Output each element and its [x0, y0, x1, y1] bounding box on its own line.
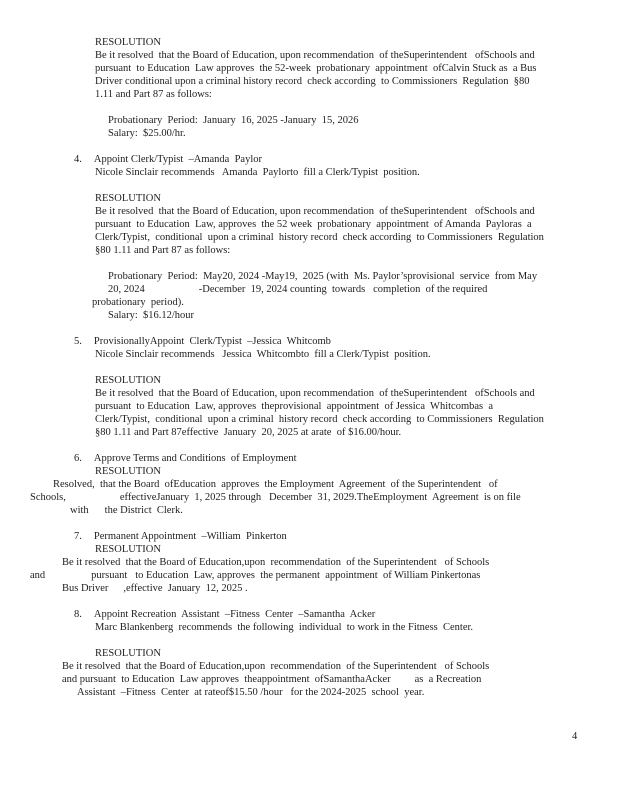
paragraph-fragment: Schools,: [30, 492, 66, 503]
paragraph-line: Be it resolved that the Board of Education,upon recommendation of the Superintendent of Schools: [62, 661, 490, 672]
paragraph-fragment: and pursuant to Education Law approves theappointment ofSamanthaAcker: [62, 674, 391, 685]
list-item-8: [0, 608, 618, 621]
paragraph-fragment: ,effective January 12, 2025 .: [123, 583, 248, 594]
spacer: [0, 322, 618, 335]
list-item-6: [0, 452, 618, 465]
paragraph-fragment: the District Clerk.: [104, 505, 183, 516]
list-item-title: ProvisionallyAppoint Clerk/Typist –Jessica Whitcomb: [93, 336, 331, 347]
resolution-heading: RESOLUTION: [95, 375, 161, 386]
paragraph-fragment: -December 19, 2024 counting towards completion of the required: [198, 284, 488, 295]
paragraph-fragment: as a Recreation: [414, 674, 482, 685]
paragraph-line: §80 1.11 and Part 87 as follows:: [95, 245, 231, 256]
paragraph-line: Clerk/Typist, conditional upon a criminal history record check according to Commissioners Regulation: [95, 414, 544, 425]
spacer: [0, 517, 618, 530]
spacer: [0, 140, 618, 153]
resolution-heading: RESOLUTION: [95, 193, 161, 204]
paragraph-line: [0, 673, 618, 686]
paragraph-fragment: pursuant to Education Law, approves the permanent appointment of William Pinkertonas: [91, 570, 481, 581]
paragraph-line: [0, 491, 618, 504]
paragraph-line: 1.11 and Part 87 as follows:: [95, 89, 212, 100]
list-item-number: 4.: [74, 154, 82, 165]
resolution-heading: RESOLUTION: [95, 37, 161, 48]
paragraph-line: Resolved, that the Board ofEducation approves the Employment Agreement of the Superintendent of: [53, 479, 498, 490]
probationary-period-line: Probationary Period: January 16, 2025 -January 15, 2026: [108, 115, 359, 126]
list-item-4: [0, 153, 618, 166]
list-item-number: 8.: [74, 609, 82, 620]
list-item-number: 7.: [74, 531, 82, 542]
resolution-heading: RESOLUTION: [95, 648, 161, 659]
paragraph-line: Be it resolved that the Board of Education, upon recommendation of theSuperintendent ofSchools and: [95, 50, 535, 61]
probationary-period-line: Probationary Period: May20, 2024 -May19, 2025 (with Ms. Paylor’sprovisional service from May: [108, 271, 538, 282]
paragraph-line: Nicole Sinclair recommends Amanda Paylorto fill a Clerk/Typist position.: [95, 167, 420, 178]
paragraph-line: pursuant to Education Law approves the 52-week probationary appointment ofCalvin Stuck as a Bus: [95, 63, 537, 74]
paragraph-line: Clerk/Typist, conditional upon a criminal history record check according to Commissioners Regulation: [95, 232, 544, 243]
paragraph-line: [0, 569, 618, 582]
salary-line: Salary: $25.00/hr.: [108, 128, 186, 139]
paragraph-line: Driver conditional upon a criminal history record check according to Commissioners Regulation §80: [95, 76, 530, 87]
paragraph-fragment: and: [30, 570, 46, 581]
paragraph-fragment: Bus Driver: [62, 583, 109, 594]
page-number: 4: [572, 731, 578, 742]
spacer: [0, 101, 618, 114]
list-item-number: 5.: [74, 336, 82, 347]
paragraph-line: §80 1.11 and Part 87effective January 20, 2025 at arate of $16.00/hour.: [95, 427, 402, 438]
probationary-period-line: probationary period).: [92, 297, 184, 308]
paragraph-line: pursuant to Education Law, approves theprovisional appointment of Jessica Whitcombas a: [95, 401, 494, 412]
paragraph-line: Be it resolved that the Board of Education,upon recommendation of the Superintendent of Schools: [62, 557, 490, 568]
list-item-title: Approve Terms and Conditions of Employment: [93, 453, 297, 464]
paragraph-line: Be it resolved that the Board of Education, upon recommendation of theSuperintendent ofSchools and: [95, 206, 535, 217]
paragraph-line: Assistant –Fitness Center at rateof$15.50 /hour for the 2024-2025 school year.: [77, 687, 425, 698]
spacer: [0, 179, 618, 192]
spacer: [0, 361, 618, 374]
probationary-period-line: [0, 283, 618, 296]
resolution-heading: RESOLUTION: [95, 544, 161, 555]
list-item-title: Appoint Recreation Assistant –Fitness Center –Samantha Acker: [93, 609, 376, 620]
paragraph-line: Nicole Sinclair recommends Jessica Whitcombto fill a Clerk/Typist position.: [95, 349, 431, 360]
spacer: [0, 257, 618, 270]
list-item-number: 6.: [74, 453, 82, 464]
paragraph-fragment: 20, 2024: [108, 284, 145, 295]
paragraph-line: Marc Blankenberg recommends the following individual to work in the Fitness Center.: [95, 622, 474, 633]
resolution-heading: RESOLUTION: [95, 466, 161, 477]
paragraph-line: [0, 504, 618, 517]
list-item-title: Permanent Appointment –William Pinkerton: [93, 531, 287, 542]
paragraph-line: pursuant to Education Law, approves the 52 week probationary appointment of Amanda Payloras a: [95, 219, 532, 230]
spacer: [0, 595, 618, 608]
list-item-title: Appoint Clerk/Typist –Amanda Paylor: [93, 154, 262, 165]
paragraph-fragment: effectiveJanuary 1, 2025 through December 31, 2029.TheEmployment Agreement is on file: [119, 492, 521, 503]
salary-line: Salary: $16.12/hour: [108, 310, 195, 321]
paragraph-fragment: with: [70, 505, 89, 516]
list-item-7: [0, 530, 618, 543]
paragraph-line: [0, 582, 618, 595]
list-item-5: [0, 335, 618, 348]
spacer: [0, 439, 618, 452]
paragraph-line: Be it resolved that the Board of Education, upon recommendation of theSuperintendent ofSchools and: [95, 388, 535, 399]
spacer: [0, 634, 618, 647]
